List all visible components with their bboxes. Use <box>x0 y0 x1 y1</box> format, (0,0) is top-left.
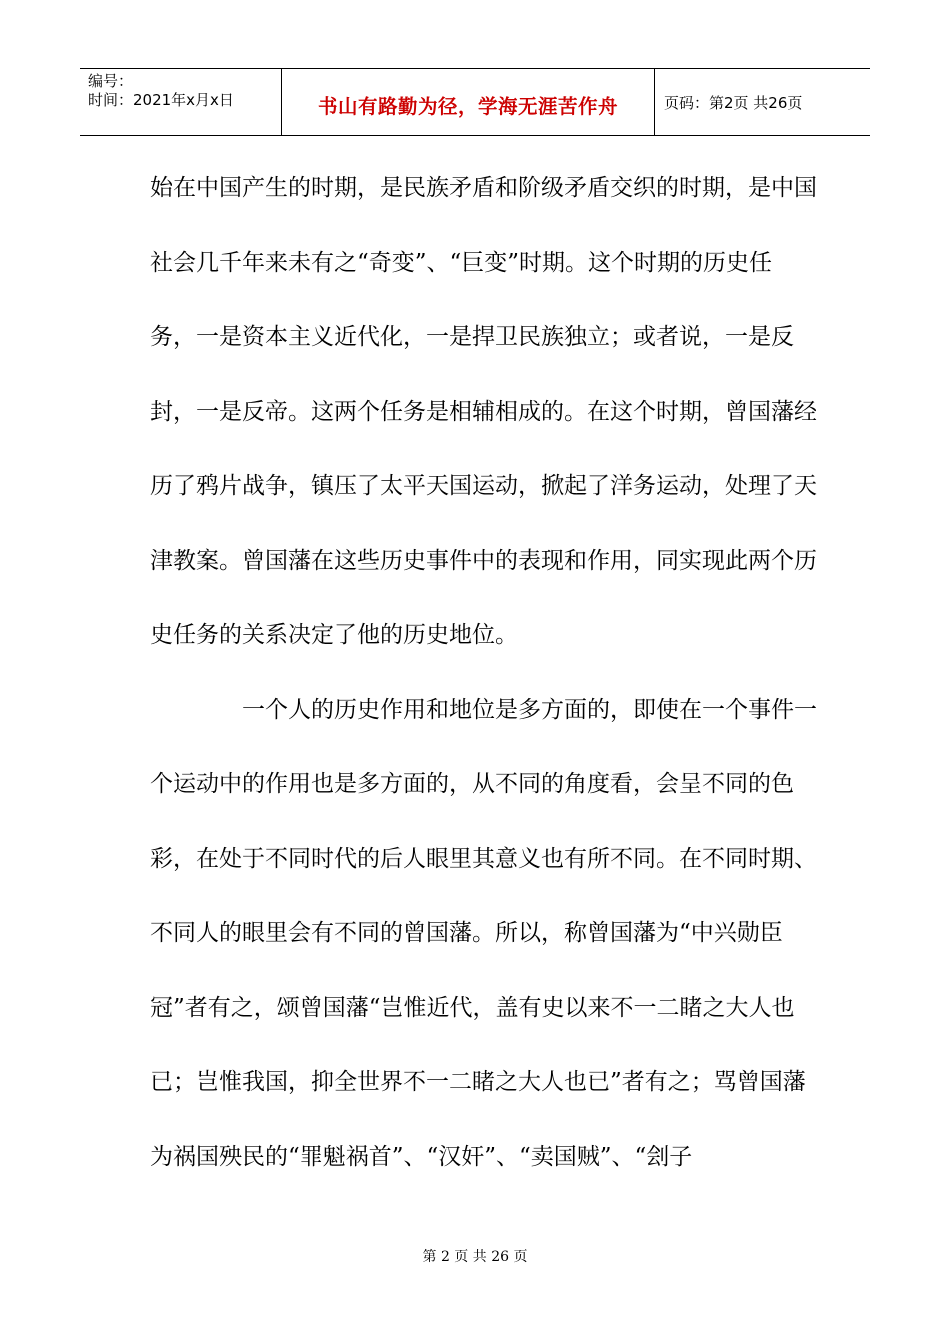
paragraph-line: 一个人的历史作用和地位是多方面的，即使在一个事件一 <box>242 696 817 723</box>
paragraph-line: 社会几千年来未有之“奇变”、“巨变”时期。这个时期的历史任 <box>150 249 773 276</box>
paragraph-line: 彩，在处于不同时代的后人眼里其意义也有所不同。在不同时期、 <box>150 845 817 872</box>
paragraph-line: 史任务的关系决定了他的历史地位。 <box>150 622 518 648</box>
document-body <box>150 166 817 1209</box>
header-motto-cell <box>282 69 655 135</box>
header-page-info: 页码：第2页 共26页 <box>664 93 803 112</box>
paragraph-line: 已；岂惟我国，抑全世界不一二睹之大人也已”者有之；骂曾国藩 <box>150 1069 806 1095</box>
header-page-cell <box>655 69 870 135</box>
paragraph-line: 个运动中的作用也是多方面的，从不同的角度看，会呈不同的色 <box>150 771 794 797</box>
paragraph-line: 不同人的眼里会有不同的曾国藩。所以，称曾国藩为“中兴勋臣 <box>150 920 783 946</box>
paragraph-line: 冠”者有之，颂曾国藩“岂惟近代，盖有史以来不一二睹之大人也 <box>150 994 795 1021</box>
serial-number-label: 编号： <box>88 72 134 90</box>
page-footer: 第 2 页 共 26 页 <box>422 1249 528 1265</box>
paragraph-line: 为祸国殃民的“罪魁祸首”、“汉奸”、“卖国贼”、“刽子 <box>150 1143 693 1170</box>
paragraph-line: 封，一是反帝。这两个任务是相辅相成的。在这个时期，曾国藩经 <box>150 398 817 425</box>
paragraph-line: 始在中国产生的时期，是民族矛盾和阶级矛盾交织的时期，是中国 <box>150 175 817 201</box>
document-header <box>80 68 870 136</box>
paragraph-line: 津教案。曾国藩在这些历史事件中的表现和作用，同实现此两个历 <box>150 547 817 574</box>
paragraph-line: 务，一是资本主义近代化，一是捍卫民族独立；或者说，一是反 <box>150 324 794 350</box>
header-meta-cell <box>80 69 282 135</box>
paragraph-line: 历了鸦片战争，镇压了太平天国运动，掀起了洋务运动，处理了天 <box>150 473 817 499</box>
date-label: 时间：2021年x月x日 <box>88 91 234 109</box>
motto-text: 书山有路勤为径，学海无涯苦作舟 <box>317 95 618 118</box>
